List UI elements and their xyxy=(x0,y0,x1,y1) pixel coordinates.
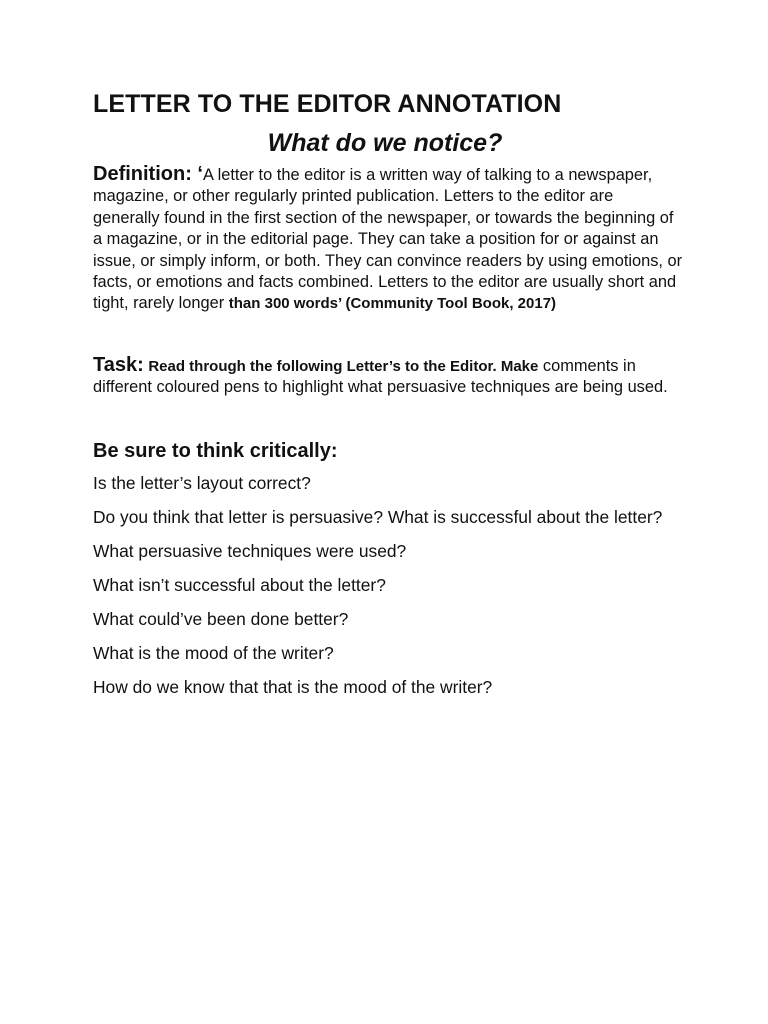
definition-citation: than 300 words’ (Community Tool Book, 2017) xyxy=(228,295,557,313)
definition-paragraph xyxy=(93,164,683,315)
task-label: Task: xyxy=(93,353,144,376)
question-item: What isn’t successful about the letter? xyxy=(93,574,386,595)
definition-text: A letter to the editor is a written way of talking to a newspaper, magazine, or other regularly printed publication. Letters to the editor are generally found in the first section of the newspaper, or towards the beginning of a magazine, or in the editorial page. They can take a position for or against an issue, or simply inform, or both. They can convince readers by using emotions, or facts, or emotions and facts combined. Letters to the editor are usually short and tight, rarely longer xyxy=(93,166,683,313)
question-item: What could’ve been done better? xyxy=(93,608,349,629)
task-paragraph xyxy=(93,355,683,399)
task-text: comments in different coloured pens to highlight what persuasive techniques are being used. xyxy=(93,356,668,397)
definition-label: Definition: ‘ xyxy=(93,163,203,185)
question-item: What is the mood of the writer? xyxy=(93,642,334,663)
document-page xyxy=(93,88,683,710)
task-intro: Read through the following Letter’s to the Editor. Make xyxy=(148,357,539,375)
critical-heading: Be sure to think critically: xyxy=(93,439,338,462)
document-subtitle: What do we notice? xyxy=(267,129,503,157)
question-item: Do you think that letter is persuasive? What is successful about the letter? xyxy=(93,506,663,527)
question-item: Is the letter’s layout correct? xyxy=(93,472,311,493)
question-item: How do we know that that is the mood of the writer? xyxy=(93,676,493,697)
question-item: What persuasive techniques were used? xyxy=(93,540,407,561)
question-list xyxy=(93,472,683,698)
document-title: LETTER TO THE EDITOR ANNOTATION xyxy=(93,90,562,118)
